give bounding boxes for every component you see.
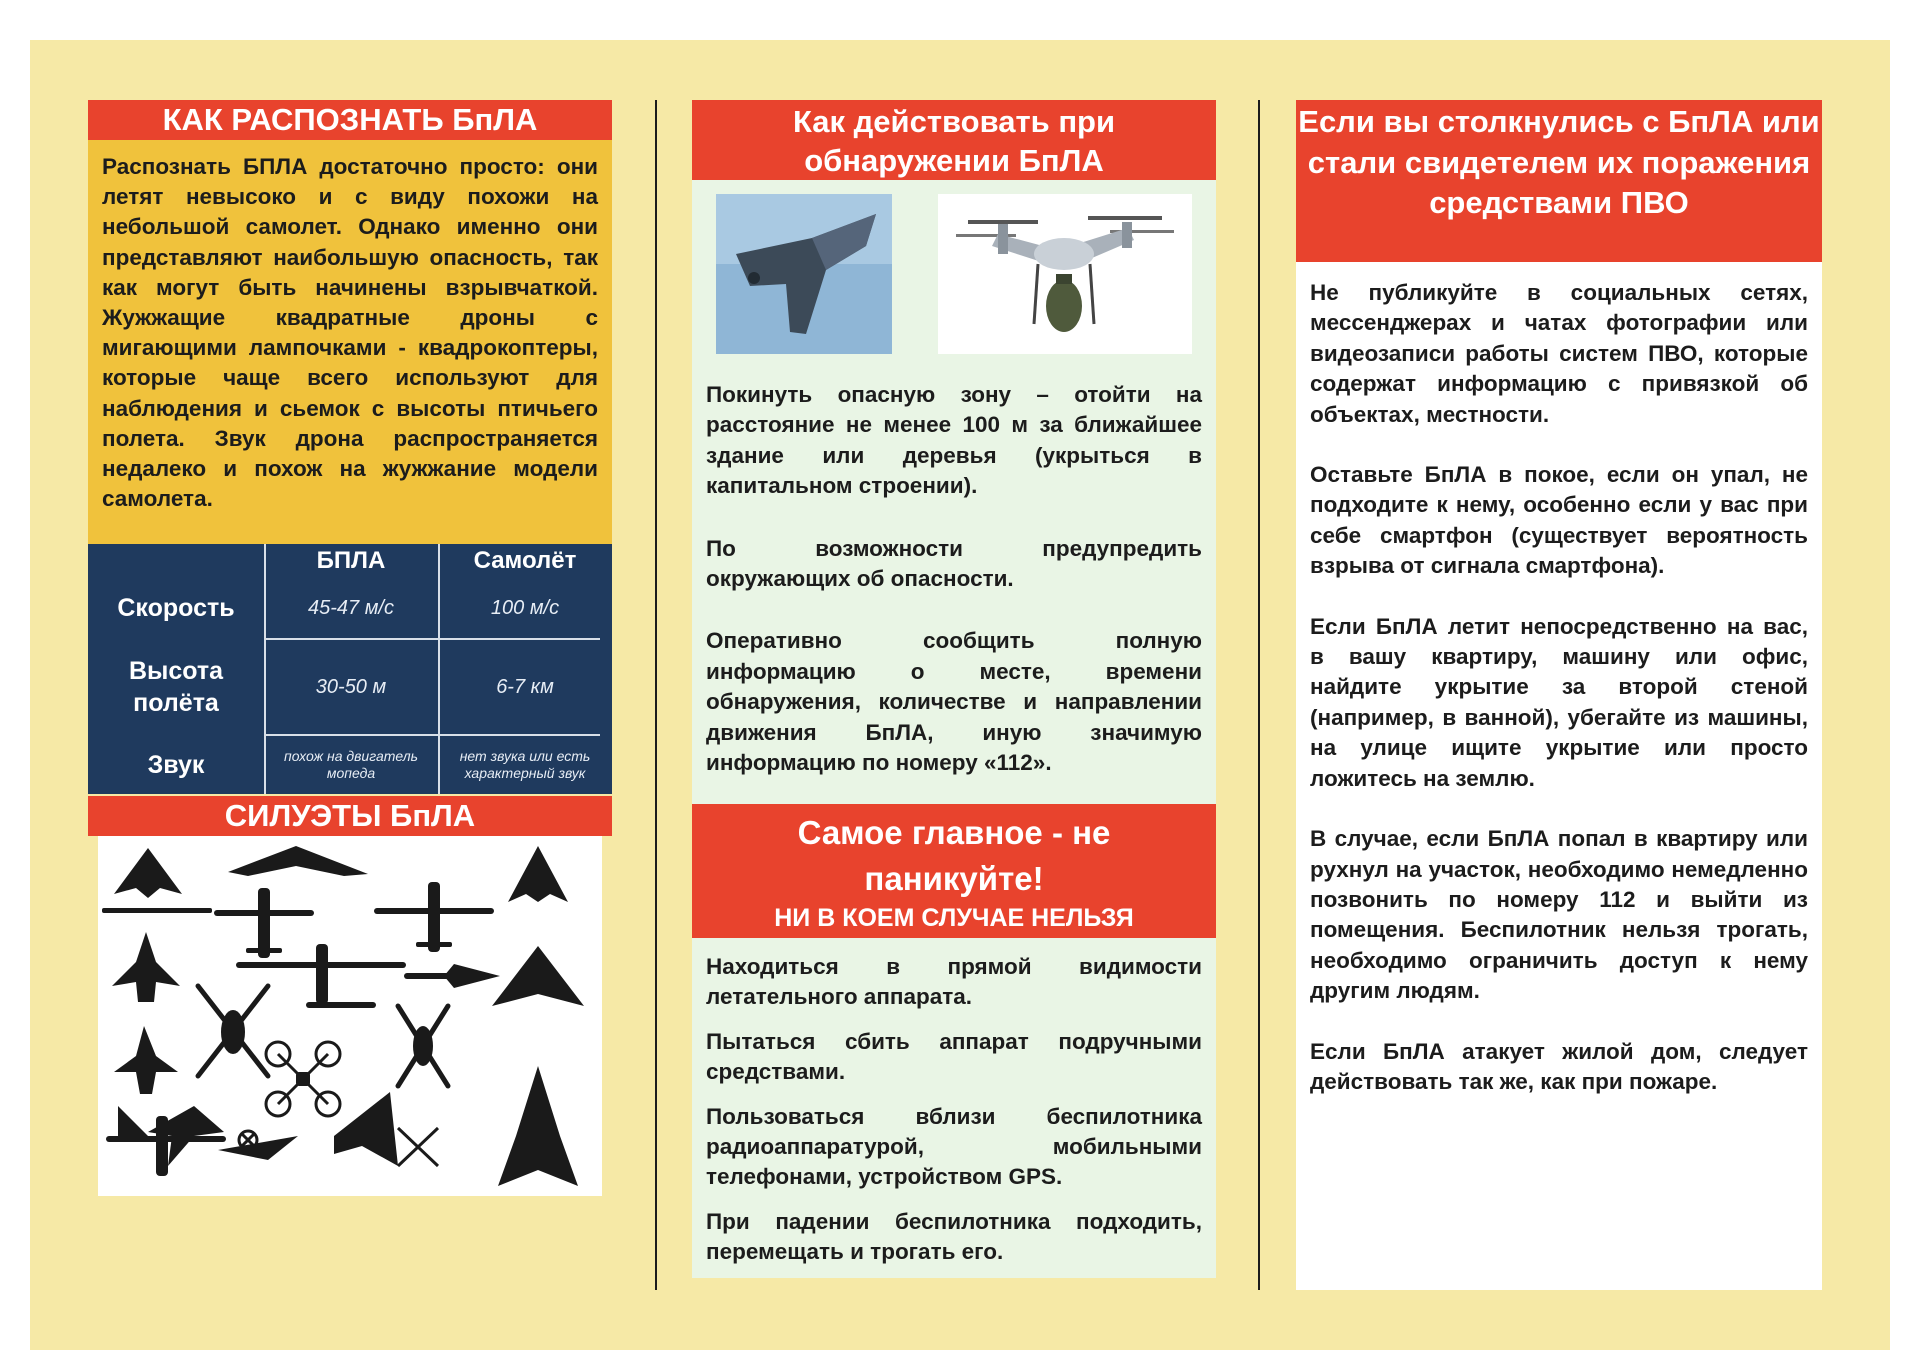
encounter-text bbox=[1296, 262, 1822, 1290]
row-label-speed: Скорость bbox=[117, 594, 235, 622]
silhouettes-panel bbox=[98, 836, 602, 1196]
actions-title: Как действовать при обнаружении БпЛА bbox=[692, 100, 1216, 180]
forbidden-item: При падении беспилотника подходить, перемещать и трогать его. bbox=[706, 1208, 1202, 1265]
speed-bpla: 45-47 м/с bbox=[308, 596, 394, 619]
sound-bpla: похож на двигатель мопеда bbox=[283, 748, 418, 781]
dont-panic-title: Самое главное - не паникуйте! bbox=[797, 814, 1111, 897]
encounter-paragraph: Оставьте БпЛА в покое, если он упал, не подходите к нему, особенно если у вас при себе смартфон (существует вероятность взрыва от сигнала смартфона). bbox=[1310, 462, 1808, 579]
column-divider bbox=[655, 100, 657, 1290]
action-paragraph: Оперативно сообщить полную информацию о месте, времени обнаружения, количестве и направлении движения БпЛА, иную значимую информацию по номеру «112». bbox=[706, 628, 1202, 776]
action-paragraph: Покинуть опасную зону – отойти на расстояние не менее 100 м за ближайшее здание или деревья (укрыться в капитальном строении). bbox=[706, 382, 1202, 499]
speed-plane: 100 м/с bbox=[490, 596, 560, 619]
forbidden-item: Находиться в прямой видимости летательного аппарата. bbox=[706, 954, 1202, 1010]
dont-panic-banner bbox=[692, 804, 1216, 938]
altitude-bpla: 30-50 м bbox=[315, 675, 387, 698]
drone-silhouettes-illustration bbox=[98, 836, 602, 1196]
drone-photos bbox=[692, 180, 1216, 360]
column-recognize bbox=[88, 100, 612, 1196]
encounter-paragraph: В случае, если БпЛА попал в квартиру или рухнул на участок, необходимо немедленно позвонить по номеру 112 и выйти из помещения. Беспилотник нельзя трогать, необходимо ограничить доступ к нему другим людям. bbox=[1310, 826, 1808, 1004]
row-label-altitude: Высота полёта bbox=[128, 657, 224, 717]
actions-text bbox=[692, 360, 1216, 804]
forbidden-title: НИ В КОЕМ СЛУЧАЕ НЕЛЬЗЯ bbox=[774, 904, 1134, 932]
column-actions bbox=[692, 100, 1216, 1278]
encounter-paragraph: Если БпЛА летит непосредственно на вас, в вашу квартиру, машину или офис, найдите укрытие за второй стеной (например, в ванной), убегайте из машины, на улице ищите укрытие или просто ложитесь на землю. bbox=[1310, 613, 1808, 791]
forbidden-item: Пользоваться вблизи беспилотника радиоаппаратурой, мобильными телефонами, устройством GPS. bbox=[706, 1103, 1202, 1190]
comparison-table bbox=[88, 544, 612, 794]
encounter-paragraph: Если БпЛА атакует жилой дом, следует действовать так же, как при пожаре. bbox=[1310, 1038, 1808, 1094]
table-header-bpla: БПЛА bbox=[316, 547, 386, 574]
forbidden-list bbox=[692, 938, 1216, 1278]
sound-plane: нет звука или есть характерный звук bbox=[459, 748, 591, 781]
silhouettes-title: СИЛУЭТЫ БпЛА bbox=[88, 796, 612, 836]
row-label-sound: Звук bbox=[147, 751, 205, 779]
action-paragraph: По возможности предупредить окружающих об опасности. bbox=[706, 535, 1202, 592]
recognize-title: КАК РАСПОЗНАТЬ БпЛА bbox=[88, 100, 612, 140]
quadcopter-with-grenade-photo bbox=[938, 194, 1192, 354]
recognize-text: Распознать БПЛА достаточно просто: они летят невысоко и с виду похожи на небольшой самолет. Однако именно они представляют наибольшую опасность, так как могут быть начинены взрывчаткой. Жужжащие квадратные дроны с мигающими лампочками - квадрокоптеры, которые чаще всего используют для наблюдения и сьемок с высоты птичьего полета. Звук дрона распространяется недалеко и похож на жужжание модели самолета. bbox=[88, 140, 612, 544]
column-encounter bbox=[1296, 100, 1822, 1290]
table-header-plane: Самолёт bbox=[473, 547, 577, 574]
encounter-title: Если вы столкнулись с БпЛА или стали свидетелем их поражения средствами ПВО bbox=[1296, 100, 1822, 262]
forbidden-item: Пытаться сбить аппарат подручными средствами. bbox=[706, 1028, 1202, 1085]
encounter-paragraph: Не публикуйте в социальных сетях, мессенджерах и чатах фотографии или видеозаписи работы систем ПВО, которые содержат информацию с привязкой об объектах, местности. bbox=[1310, 280, 1808, 427]
column-divider bbox=[1258, 100, 1260, 1290]
fixed-wing-drone-photo bbox=[716, 194, 892, 354]
altitude-plane: 6-7 км bbox=[496, 675, 554, 698]
